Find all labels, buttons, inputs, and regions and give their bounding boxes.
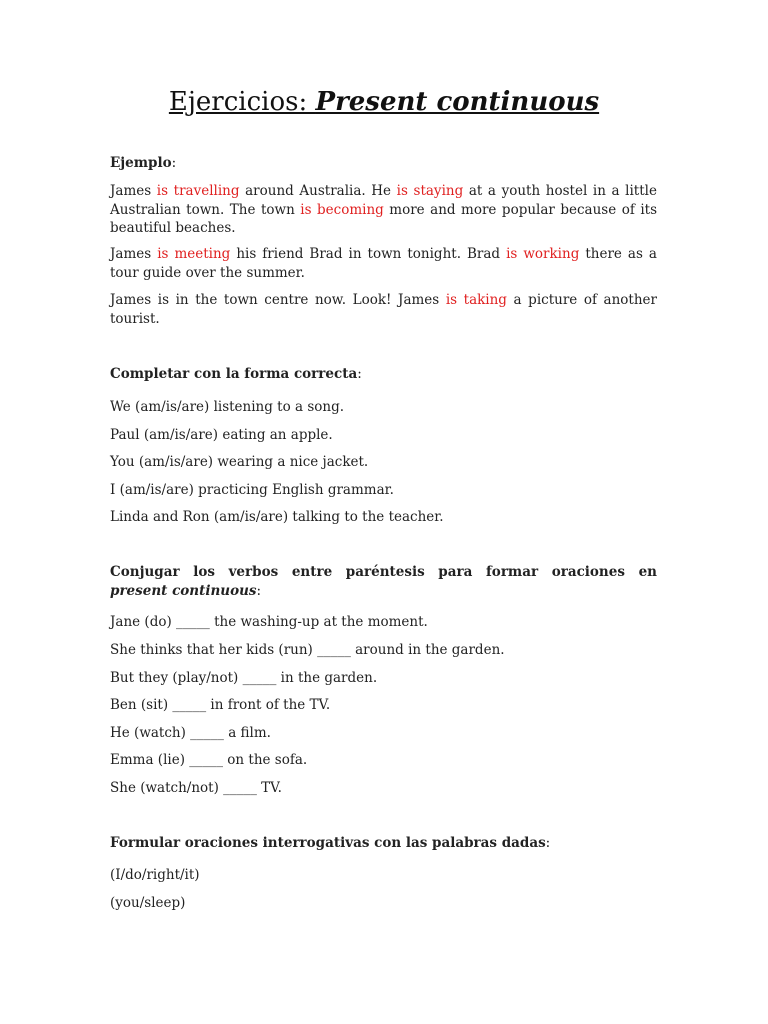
example-heading-text: Ejemplo [110, 155, 172, 171]
page-title [0, 82, 768, 122]
section3-heading-text: Formular oraciones interrogativas con las palabras dadas [110, 835, 546, 851]
section2-item-7: She (watch/not) _____ TV. [110, 780, 282, 796]
title-main: Ejercicios: [168, 87, 316, 117]
section3-item-2: (you/sleep) [110, 895, 186, 911]
example-paragraph-2 [110, 245, 657, 282]
section2-item-2: She thinks that her kids (run) _____ around in the garden. [110, 642, 505, 658]
example-heading [110, 153, 657, 173]
example-heading-colon: : [171, 155, 177, 171]
example-p2-text-2: his friend Brad in town tonight. Brad [230, 246, 507, 262]
section2-item-5: He (watch) _____ a film. [110, 725, 271, 741]
section3-item-1: (I/do/right/it) [110, 867, 200, 883]
section2-heading-line-2 [110, 581, 657, 601]
title-italic: Present continuous [315, 87, 600, 117]
section1-heading [110, 364, 657, 384]
example-p1-highlight-1: is travelling [156, 183, 240, 199]
section1-heading-text: Completar con la forma correcta [110, 366, 358, 382]
example-p1-text-2: around Australia. He [239, 183, 397, 199]
section1-item-1: We (am/is/are) listening to a song. [110, 399, 345, 415]
section2-item-6: Emma (lie) _____ on the sofa. [110, 752, 308, 768]
section1-item-4: I (am/is/are) practicing English grammar. [110, 482, 394, 498]
example-p1-text-4: more and more popular because of its beautiful beaches. [110, 201, 657, 236]
section1-item-3: You (am/is/are) wearing a nice jacket. [110, 454, 369, 470]
section2-heading-text: Conjugar los verbos entre paréntesis para formar oraciones en [110, 564, 657, 580]
section2-heading-colon: : [256, 583, 262, 599]
section2-heading-italic: present continuous [110, 583, 257, 599]
section1-heading-colon: : [357, 366, 362, 382]
example-p3-text-2: a picture of another tourist. [110, 292, 657, 327]
section2-item-3: But they (play/not) _____ in the garden. [110, 670, 378, 686]
example-p1-highlight-2: is staying [396, 183, 464, 199]
section1-item-5: Linda and Ron (am/is/are) talking to the teacher. [110, 509, 444, 525]
example-paragraph-3 [110, 291, 657, 328]
example-p2-text-1: James [110, 246, 158, 262]
example-paragraph-1 [110, 182, 657, 238]
example-p2-text-3: there as a tour guide over the summer. [110, 246, 657, 281]
section1-item-2: Paul (am/is/are) eating an apple. [110, 427, 333, 443]
example-p1-highlight-3: is becoming [300, 201, 384, 218]
example-p2-highlight-1: is meeting [157, 246, 231, 262]
example-p1-text-1: James [110, 183, 157, 199]
section2-heading [110, 563, 657, 582]
section2-item-1: Jane (do) _____ the washing-up at the moment. [110, 614, 428, 630]
example-p2-highlight-2: is working [506, 246, 580, 262]
section2-item-4: Ben (sit) _____ in front of the TV. [110, 697, 331, 713]
section3-heading [110, 833, 657, 853]
example-p1-text-3: at a youth hostel in a little Australian town. The town [110, 183, 657, 218]
section3-heading-colon: : [545, 835, 551, 851]
example-p3-highlight-1: is taking [445, 292, 507, 308]
example-p3-text-1: James is in the town centre now. Look! James [110, 292, 446, 308]
